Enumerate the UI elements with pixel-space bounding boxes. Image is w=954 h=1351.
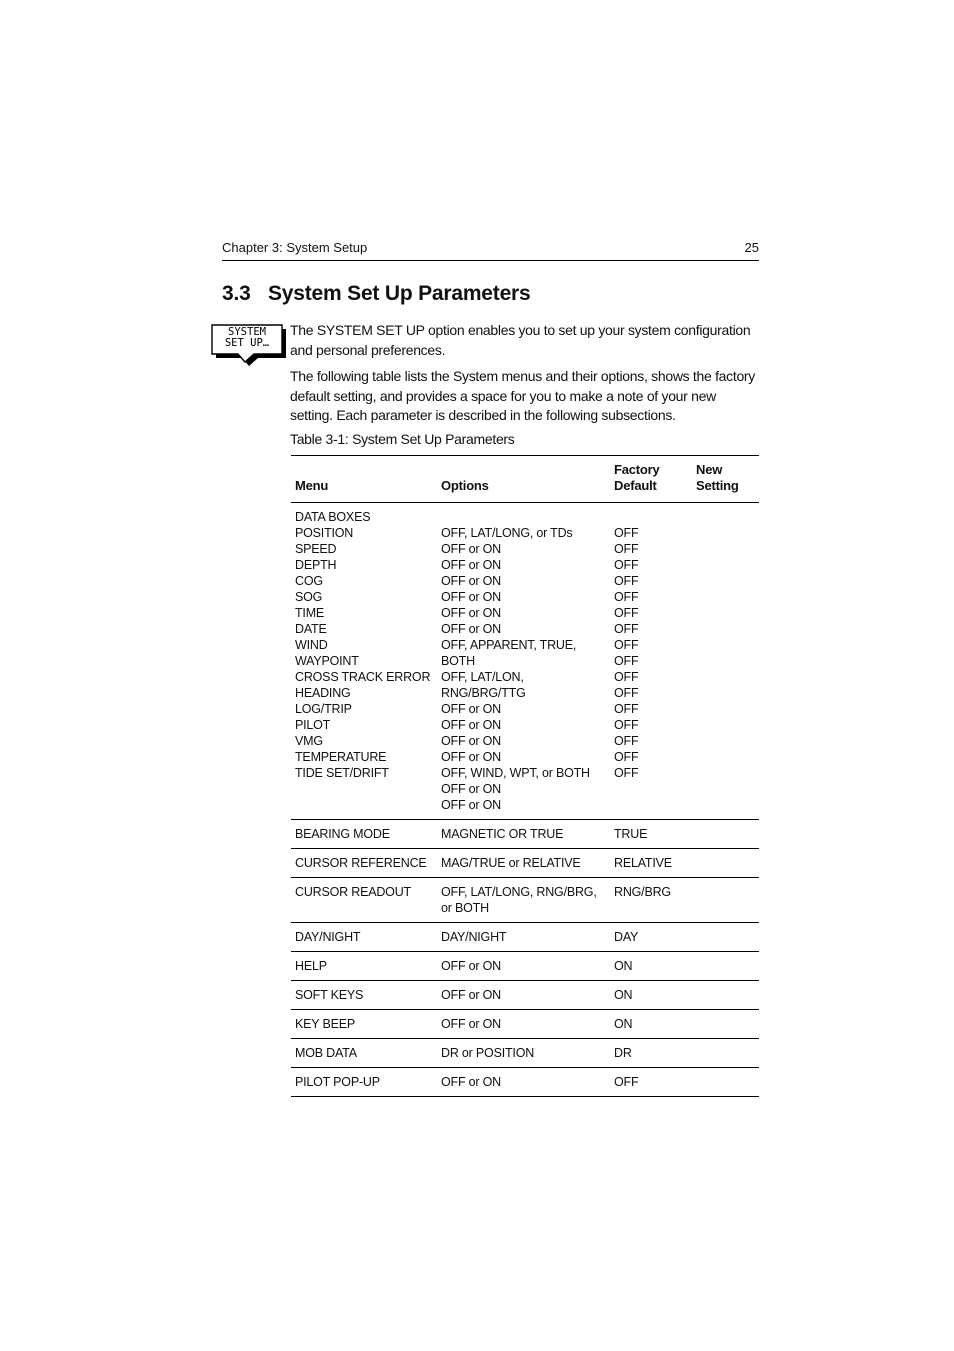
data-box-options-3: OFF or ON	[441, 574, 502, 588]
data-boxes-default-cell	[610, 503, 692, 820]
data-box-options-0: OFF, LAT/LONG, or TDs	[441, 526, 573, 540]
table-caption: Table 3-1: System Set Up Parameters	[290, 431, 515, 447]
data-box-options-6: OFF or ON	[441, 622, 502, 636]
table-row	[291, 952, 759, 981]
data-box-default-15: OFF	[614, 766, 639, 780]
table-row	[291, 849, 759, 878]
data-box-options-12: OFF or ON	[441, 750, 502, 764]
data-box-options-11: OFF or ON	[441, 734, 502, 748]
data-boxes-options-cell	[437, 503, 610, 820]
section-number: 3.3	[222, 282, 251, 305]
data-box-default-13: OFF	[614, 734, 639, 748]
cell-options: DAY/NIGHT	[437, 923, 610, 952]
cell-options: OFF or ON	[437, 1068, 610, 1097]
data-box-default-7: OFF	[614, 638, 639, 652]
section-title-text: System Set Up Parameters	[268, 282, 531, 305]
data-box-default-1: OFF	[614, 542, 639, 556]
cell-new-setting	[692, 1010, 759, 1039]
cell-default: ON	[610, 1010, 692, 1039]
table-row	[291, 878, 759, 923]
data-box-menu-3: COG	[295, 574, 323, 588]
data-box-default-12: OFF	[614, 718, 639, 732]
cell-menu: CURSOR REFERENCE	[291, 849, 437, 878]
data-box-options-14: OFF or ON	[441, 782, 502, 796]
data-box-options-4: OFF or ON	[441, 590, 502, 604]
cell-new-setting	[692, 952, 759, 981]
cell-new-setting	[692, 923, 759, 952]
data-boxes-menu-cell	[291, 503, 437, 820]
data-box-options-5: OFF or ON	[441, 606, 502, 620]
table-row	[291, 1039, 759, 1068]
cell-default: DAY	[610, 923, 692, 952]
data-box-default-6: OFF	[614, 622, 639, 636]
data-box-default-11: OFF	[614, 702, 639, 716]
data-box-menu-10: HEADING	[295, 686, 351, 700]
cell-options: OFF or ON	[437, 981, 610, 1010]
cell-menu: HELP	[291, 952, 437, 981]
data-box-menu-11: LOG/TRIP	[295, 702, 352, 716]
table-row	[291, 820, 759, 849]
table-row	[291, 981, 759, 1010]
cell-default: ON	[610, 952, 692, 981]
data-box-menu-5: TIME	[295, 606, 325, 620]
data-boxes-title: DATA BOXES	[295, 510, 371, 524]
cell-menu: CURSOR READOUT	[291, 878, 437, 923]
data-box-menu-8: WAYPOINT	[295, 654, 359, 668]
system-setup-softkey-icon	[210, 324, 288, 370]
data-box-options-2: OFF or ON	[441, 558, 502, 572]
cell-options: MAG/TRUE or RELATIVE	[437, 849, 610, 878]
data-box-options-9: OFF or ON	[441, 702, 502, 716]
table-row	[291, 1010, 759, 1039]
table-row-data-boxes	[291, 503, 759, 820]
data-box-options-8: OFF, LAT/LON, RNG/BRG/TTG	[441, 670, 526, 700]
data-box-menu-0: POSITION	[295, 526, 354, 540]
cell-options: OFF or ON	[437, 952, 610, 981]
header-factory-default: Factory Default	[610, 456, 692, 503]
cell-default: RELATIVE	[610, 849, 692, 878]
chapter-title: Chapter 3: System Setup	[222, 240, 368, 255]
data-box-menu-13: VMG	[295, 734, 323, 748]
cell-default: OFF	[610, 1068, 692, 1097]
data-box-default-14: OFF	[614, 750, 639, 764]
cell-menu: MOB DATA	[291, 1039, 437, 1068]
data-box-options-1: OFF or ON	[441, 542, 502, 556]
data-boxes-new-setting-cell	[692, 503, 759, 820]
intro-paragraph-1: The SYSTEM SET UP option enables you to set up your system configuration and personal preferences.	[290, 322, 751, 358]
softkey-label	[214, 327, 280, 349]
section-title	[222, 282, 531, 306]
data-box-menu-7: WIND	[295, 638, 328, 652]
table-row	[291, 923, 759, 952]
system-setup-table	[291, 455, 759, 1097]
data-box-default-2: OFF	[614, 558, 639, 572]
data-box-options-7: OFF, APPARENT, TRUE, BOTH	[441, 638, 577, 668]
cell-new-setting	[692, 1039, 759, 1068]
data-box-default-0: OFF	[614, 526, 639, 540]
cell-default: TRUE	[610, 820, 692, 849]
cell-options: MAGNETIC OR TRUE	[437, 820, 610, 849]
data-box-menu-1: SPEED	[295, 542, 337, 556]
data-box-menu-9: CROSS TRACK ERROR	[295, 670, 431, 684]
data-box-default-8: OFF	[614, 654, 639, 668]
header-options: Options	[437, 456, 610, 503]
page-number: 25	[744, 240, 759, 255]
data-box-menu-12: PILOT	[295, 718, 331, 732]
data-box-default-3: OFF	[614, 574, 639, 588]
cell-new-setting	[692, 878, 759, 923]
cell-new-setting	[692, 1068, 759, 1097]
data-box-default-10: OFF	[614, 686, 639, 700]
header-new-setting: New Setting	[692, 456, 759, 503]
data-box-options-10: OFF or ON	[441, 718, 502, 732]
data-box-menu-6: DATE	[295, 622, 327, 636]
data-box-default-5: OFF	[614, 606, 639, 620]
table-header-row	[291, 456, 759, 503]
cell-menu: PILOT POP-UP	[291, 1068, 437, 1097]
cell-options: OFF or ON	[437, 1010, 610, 1039]
data-box-default-4: OFF	[614, 590, 639, 604]
page-header	[222, 238, 759, 261]
cell-default: ON	[610, 981, 692, 1010]
data-box-options-15: OFF or ON	[441, 798, 502, 812]
data-box-menu-14: TEMPERATURE	[295, 750, 387, 764]
intro-paragraph-2: The following table lists the System menus and their options, shows the factory default setting, and provides a space for you to make a note of your new setting. Each parameter is described in the following subsections.	[290, 368, 755, 423]
softkey-label-line1: SYSTEM	[228, 326, 266, 338]
cell-new-setting	[692, 849, 759, 878]
cell-options: OFF, LAT/LONG, RNG/BRG, or BOTH	[437, 878, 610, 923]
cell-new-setting	[692, 981, 759, 1010]
cell-options: DR or POSITION	[437, 1039, 610, 1068]
data-box-menu-15: TIDE SET/DRIFT	[295, 766, 389, 780]
cell-default: RNG/BRG	[610, 878, 692, 923]
cell-menu: DAY/NIGHT	[291, 923, 437, 952]
cell-menu: SOFT KEYS	[291, 981, 437, 1010]
cell-default: DR	[610, 1039, 692, 1068]
data-box-menu-4: SOG	[295, 590, 323, 604]
data-box-default-9: OFF	[614, 670, 639, 684]
data-box-options-13: OFF, WIND, WPT, or BOTH	[441, 766, 590, 780]
softkey-label-line2: SET UP…	[224, 337, 270, 349]
cell-new-setting	[692, 820, 759, 849]
data-box-menu-2: DEPTH	[295, 558, 337, 572]
cell-menu: KEY BEEP	[291, 1010, 437, 1039]
header-menu: Menu	[291, 456, 437, 503]
cell-menu: BEARING MODE	[291, 820, 437, 849]
table-row	[291, 1068, 759, 1097]
